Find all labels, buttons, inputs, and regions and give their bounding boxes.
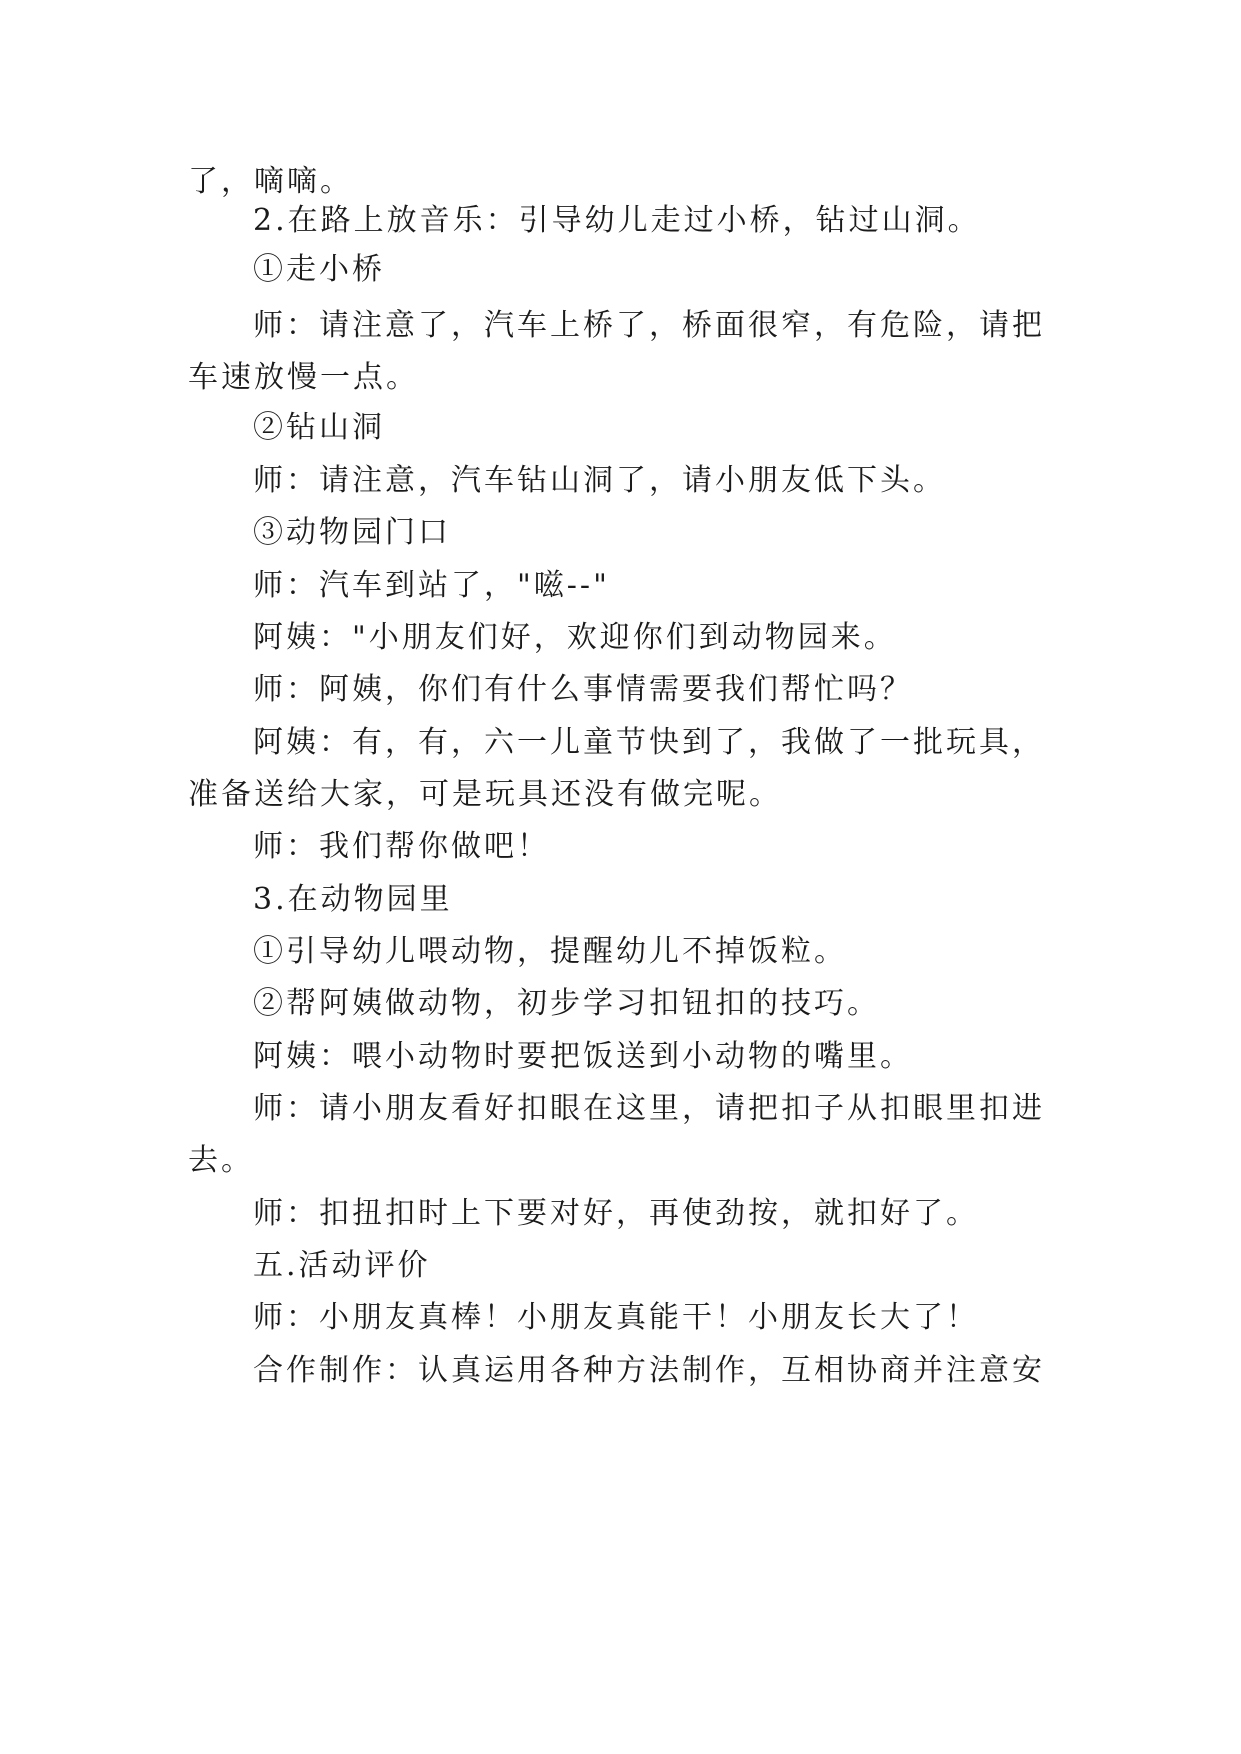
- text-line: ③动物园门口: [253, 515, 451, 550]
- text-line: 2.在路上放音乐：引导幼儿走过小桥，钻过山洞。: [253, 203, 981, 238]
- text-line: 师：请注意，汽车钻山洞了，请小朋友低下头。: [253, 463, 946, 498]
- text-line: 3.在动物园里: [253, 882, 453, 917]
- text-line: 师：请小朋友看好扣眼在这里，请把扣子从扣眼里扣进: [253, 1091, 1045, 1126]
- text-line: 师：请注意了，汽车上桥了，桥面很窄，有危险，请把: [253, 308, 1045, 343]
- text-line: 了，嘀嘀。: [188, 164, 353, 199]
- text-line: ①引导幼儿喂动物，提醒幼儿不掉饭粒。: [253, 934, 847, 969]
- text-line: 阿姨："小朋友们好，欢迎你们到动物园来。: [253, 620, 897, 655]
- text-line: 师：我们帮你做吧！: [253, 829, 550, 864]
- text-line: 去。: [188, 1143, 254, 1178]
- text-line: 师：阿姨，你们有什么事情需要我们帮忙吗？: [253, 672, 913, 707]
- text-line: 师：小朋友真棒！小朋友真能干！小朋友长大了！: [253, 1300, 979, 1335]
- text-line: 准备送给大家，可是玩具还没有做完呢。: [188, 777, 782, 812]
- text-line: ②帮阿姨做动物，初步学习扣钮扣的技巧。: [253, 986, 880, 1021]
- text-line: 师：扣扭扣时上下要对好，再使劲按，就扣好了。: [253, 1196, 979, 1231]
- text-line: 五.活动评价: [253, 1248, 431, 1283]
- text-line: ①走小桥: [253, 252, 385, 287]
- text-line: 阿姨：有，有，六一儿童节快到了，我做了一批玩具，: [253, 725, 1045, 760]
- text-line: 阿姨：喂小动物时要把饭送到小动物的嘴里。: [253, 1039, 913, 1074]
- text-line: 车速放慢一点。: [188, 360, 419, 395]
- text-line: 合作制作：认真运用各种方法制作，互相协商并注意安: [253, 1353, 1045, 1388]
- text-line: 师：汽车到站了，"嗞--": [253, 568, 610, 603]
- text-line: ②钻山洞: [253, 410, 385, 445]
